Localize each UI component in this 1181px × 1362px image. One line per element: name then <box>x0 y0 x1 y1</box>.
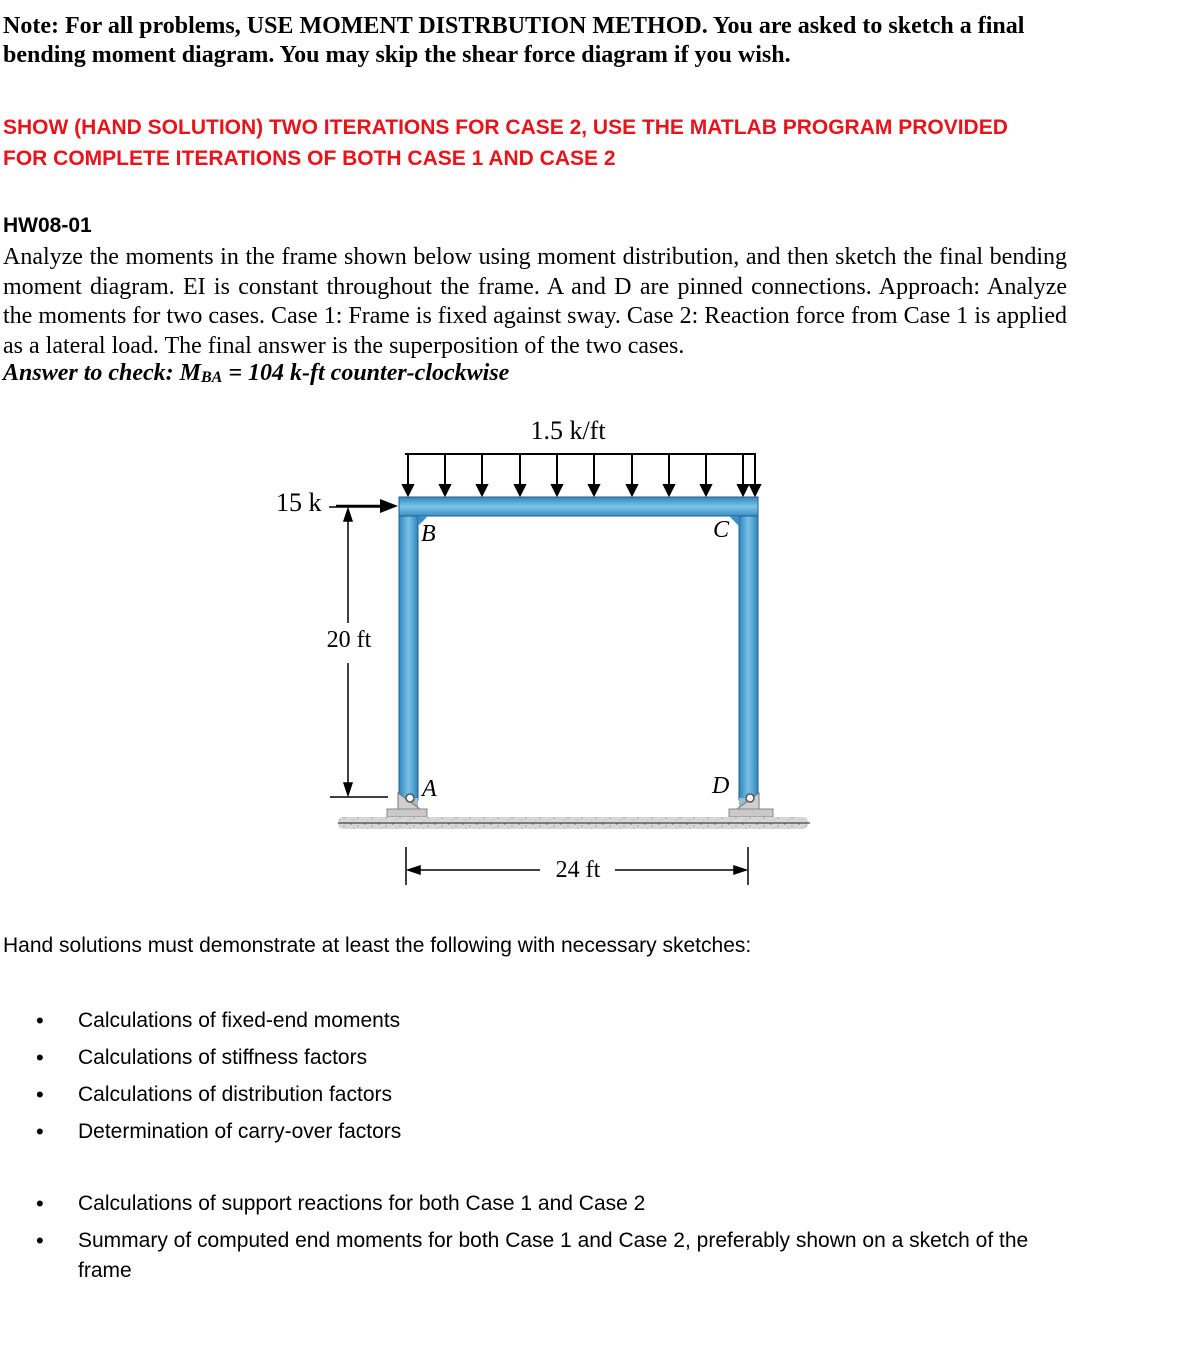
list-item: • Determination of carry-over factors <box>0 1117 1078 1154</box>
beam-bc <box>399 497 758 516</box>
list-item: • Calculations of distribution factors <box>0 1080 1078 1117</box>
answer-suffix: = 104 k-ft counter-clockwise <box>222 360 510 386</box>
column-ab <box>399 497 418 800</box>
node-d-label: D <box>712 773 730 799</box>
span-label: 24 ft <box>555 857 601 883</box>
node-b-label: B <box>421 521 436 547</box>
problem-id: HW08-01 <box>3 214 92 237</box>
problem-text: Analyze the moments in the frame shown below using moment distribution, and then sketch the final bending moment diagram. EI is constant throughout the frame. A and D are pinned connections. Approach: Analyze the moments for two cases. Case 1: Frame is fixed against sway. Case 2: Reaction force from Case 1 is applied as a lateral load. The final answer is the superposition of the two cases. <box>3 244 1067 359</box>
frame-diagram <box>250 405 830 895</box>
pin-support-d <box>729 793 773 817</box>
note-paragraph: Note: For all problems, USE MOMENT DISTRBUTION METHOD. You are asked to sketch a final bending moment diagram. You may skip the shear force diagram if you wish. <box>3 13 1025 68</box>
demonstrate-text: Hand solutions must demonstrate at least the following with necessary sketches: <box>3 934 752 957</box>
instruction-line-1: SHOW (HAND SOLUTION) TWO ITERATIONS FOR CASE 2, USE THE MATLAB PROGRAM PROVIDED <box>3 116 1008 139</box>
pin-support-a <box>387 793 427 817</box>
column-cd <box>739 497 758 800</box>
instruction-line-2: FOR COMPLETE ITERATIONS OF BOTH CASE 1 AND CASE 2 <box>3 147 616 170</box>
distributed-load-arrows <box>403 454 760 495</box>
requirements-list-2 <box>0 1189 1078 1286</box>
node-c-label: C <box>713 517 730 543</box>
list-item: • Calculations of fixed-end moments <box>0 1006 1078 1043</box>
requirements-list-1 <box>0 1006 1078 1154</box>
list-item: • Summary of computed end moments for both Case 1 and Case 2, preferably shown on a sketch of the frame <box>0 1226 1078 1286</box>
point-load-arrow <box>336 499 398 513</box>
answer-check <box>3 360 509 387</box>
answer-subscript: BA <box>201 369 223 386</box>
point-load-label: 15 k <box>276 488 322 517</box>
answer-prefix: Answer to check: M <box>3 360 201 386</box>
distributed-load-label: 1.5 k/ft <box>530 416 606 445</box>
node-a-label: A <box>422 776 437 802</box>
instruction-block <box>3 112 1103 174</box>
frame-figure <box>250 405 830 900</box>
list-item: • Calculations of support reactions for both Case 1 and Case 2 <box>0 1189 1078 1226</box>
list-item: • Calculations of stiffness factors <box>0 1043 1078 1080</box>
joint-c-corner <box>729 516 739 526</box>
height-label: 20 ft <box>326 627 372 653</box>
